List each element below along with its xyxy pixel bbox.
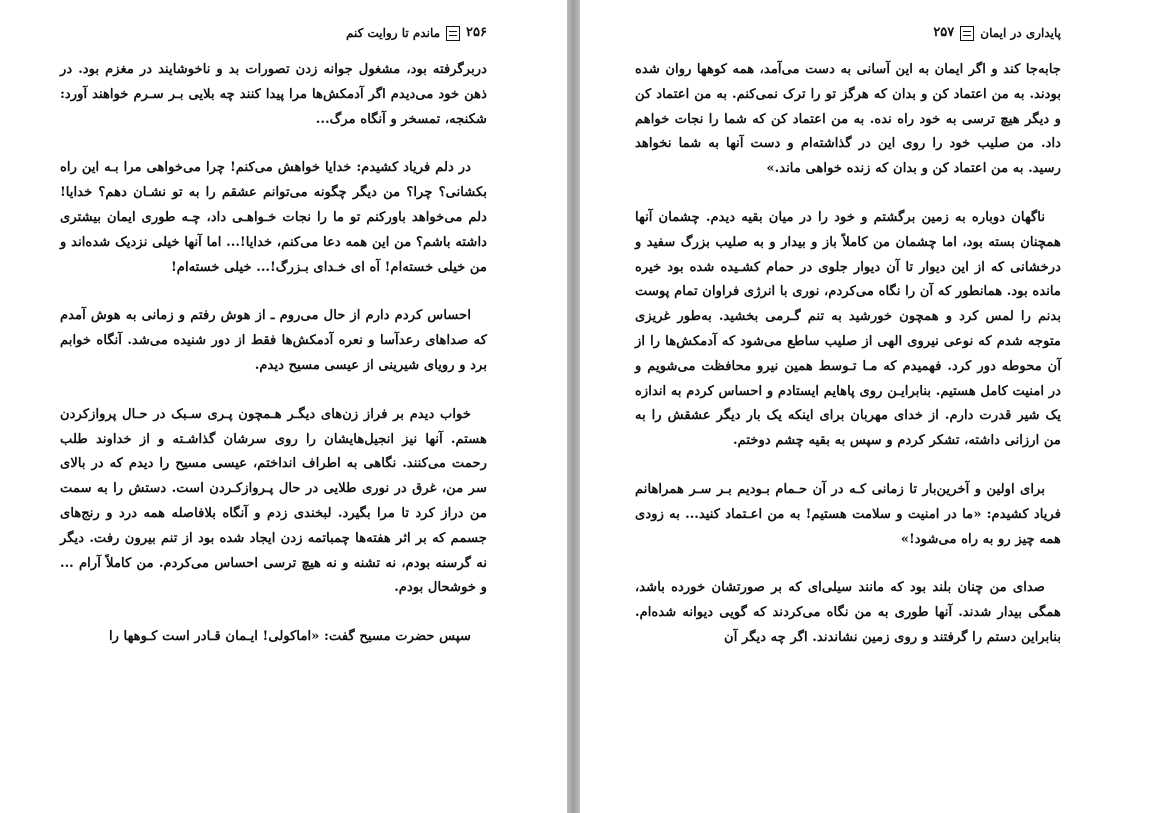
paragraph: جابه‌جا کند و اگر ایمان به این آسانی به دست می‌آمد، همه کوهها روان شده بودند. به من اعتماد کن و بدان که هرگز تو را ترک نمی‌کنم. به من اعتماد کن و دیگر هیچ ترسی به خود راه نده. به من اعتماد کن که شما را نجات خواهم داد. من صلیب خود را روی این در گذاشته‌ام و دست آنها به شما نخواهد رسید. به من اعتماد کن و بدان که زنده خواهی ماند.» xyxy=(635,62,1061,177)
right-page-header xyxy=(635,22,1061,44)
paragraph: در دلم فریاد کشیدم: خدایا خواهش می‌کنم! چرا می‌خواهی مرا بـه این راه بکشانی؟ چرا؟ من دیگر چگونه می‌توانم عشقم را به تو نشـان دهم؟ خدایا! دلم می‌خواهد باورکنم تو ما را نجات خـواهـی داد، چـه طوری ایمان بیشتری داشته باشم؟ من این همه دعا می‌کنم، خدایا!... اما آنها خیلی نزدیک شده‌اند و من خیلی خسته‌ام! آه ای خـدای بـزرگ!... خیلی خسته‌ام! xyxy=(60,160,487,275)
paragraph: سپس حضرت مسیح گفت: «اماکولی! ایـمان قـادر است کـوهها را xyxy=(108,629,471,645)
book-icon xyxy=(446,26,460,41)
paragraph: احساس کردم دارم از حال می‌روم ـ از هوش رفتم و زمانی به هوش آمدم که صداهای رعدآسا و نعره آدمکش‌ها فقط از دور شنیده می‌شد. آنگاه خوابم برد و رویای شیرینی از عیسی مسیح دیدم. xyxy=(60,308,487,373)
right-page-number: ۲۵۷ xyxy=(933,25,955,40)
left-page-text xyxy=(60,58,487,650)
book-icon xyxy=(960,26,974,41)
left-page-number: ۲۵۶ xyxy=(466,25,487,40)
page-gutter xyxy=(567,0,580,813)
paragraph: برای اولین و آخرین‌بار تا زمانی کـه در آن حـمام بـودیم بـر سـر همراهانم فریاد کشیدم: «ما در امنیت و سلامت هستیم! به من اعـتماد کنید... به زودی همه چیز رو به راه می‌شود!» xyxy=(635,481,1061,547)
right-running-title: پایداری در ایمان xyxy=(980,26,1061,40)
left-page xyxy=(0,0,567,813)
left-running-title: ماندم تا روایت کنم xyxy=(345,26,441,40)
left-page-header xyxy=(60,22,487,44)
paragraph: دربرگرفته بود، مشغول جوانه زدن تصورات بد و ناخوشایند در مغزم بود. در ذهن خود می‌دیدم اگر آدمکش‌ها مرا پیدا کنند چه بلایی بـر سـرم خواهند آورد: شکنجه، تمسخر و آنگاه مرگ... xyxy=(60,62,487,127)
paragraph: صدای من چنان بلند بود که مانند سیلی‌ای که بر صورتشان خورده باشد، همگی بیدار شدند. آنها طوری به من نگاه می‌کردند که گویی دیوانه شده‌ام. بنابراین دستم را گرفتند و روی زمین نشاندند. اگر چه دیگر آن xyxy=(635,580,1061,645)
right-page-text xyxy=(635,58,1061,651)
paragraph: ناگهان دوباره به زمین برگشتم و خود را در میان بقیه دیدم. چشمان آنها همچنان بسته بود، اما چشمان من کاملاً باز و بیدار و به صلیب بزرگ سفید و درخشانی که از این دیوار تا آن دیوار جلوی در حمام کشـیده شده بود خیره مانده بود. همانطور که آن را نگاه می‌کردم، نوری با انرژی فراوان تمام پوست بدنم را لمس کرد و همچون خورشید به تنم گـرمی بخشید. به‌طور غریزی متوجه شدم که نوعی نیروی الهی از صلیب ساطع می‌شود که آدمکش‌ها را از آن محوطه دور کرد. فهمیدم که مـا تـوسط همین نیرو محافظت می‌شویم و در امنیت کامل هستیم. بنابرایـن روی پاهایم ایستادم و احساس کردم به اندازه یک شیر قدرت دارم. از خدای مهربان برای اینکه یک بار دیگر عشقش را به من ارزانی داشته، تشکر کردم و سپس به بقیه چشم دوختم. xyxy=(635,209,1061,449)
paragraph: خواب دیدم بر فراز زن‌های دیگـر هـمچون پـری سـبک در حـال پروازکردن هستم. آنها نیز انجیل‌هایشان را روی سرشان گذاشـته و از خداوند طلب رحمت می‌کنند. نگاهی به اطراف انداختم، عیسی مسیح را دیدم که در بالای سر من، غرق در نوری طلایی در حال پـروازکـردن است. دستش را به سمت من دراز کرد تا مرا بگیرد. لبخندی زدم و آنگاه بلافاصله همه درد و رنج‌های جسمم که بر اثر هفته‌ها چمباتمه زدن ایجاد شده بود از تنم بیرون رفت. دیگر نه گرسنه بودم، نه تشنه و نه هیچ ترسی احساس می‌کردم. من کاملاً آرام ... و خوشحال بودم. xyxy=(60,406,487,596)
right-page xyxy=(580,0,1151,813)
